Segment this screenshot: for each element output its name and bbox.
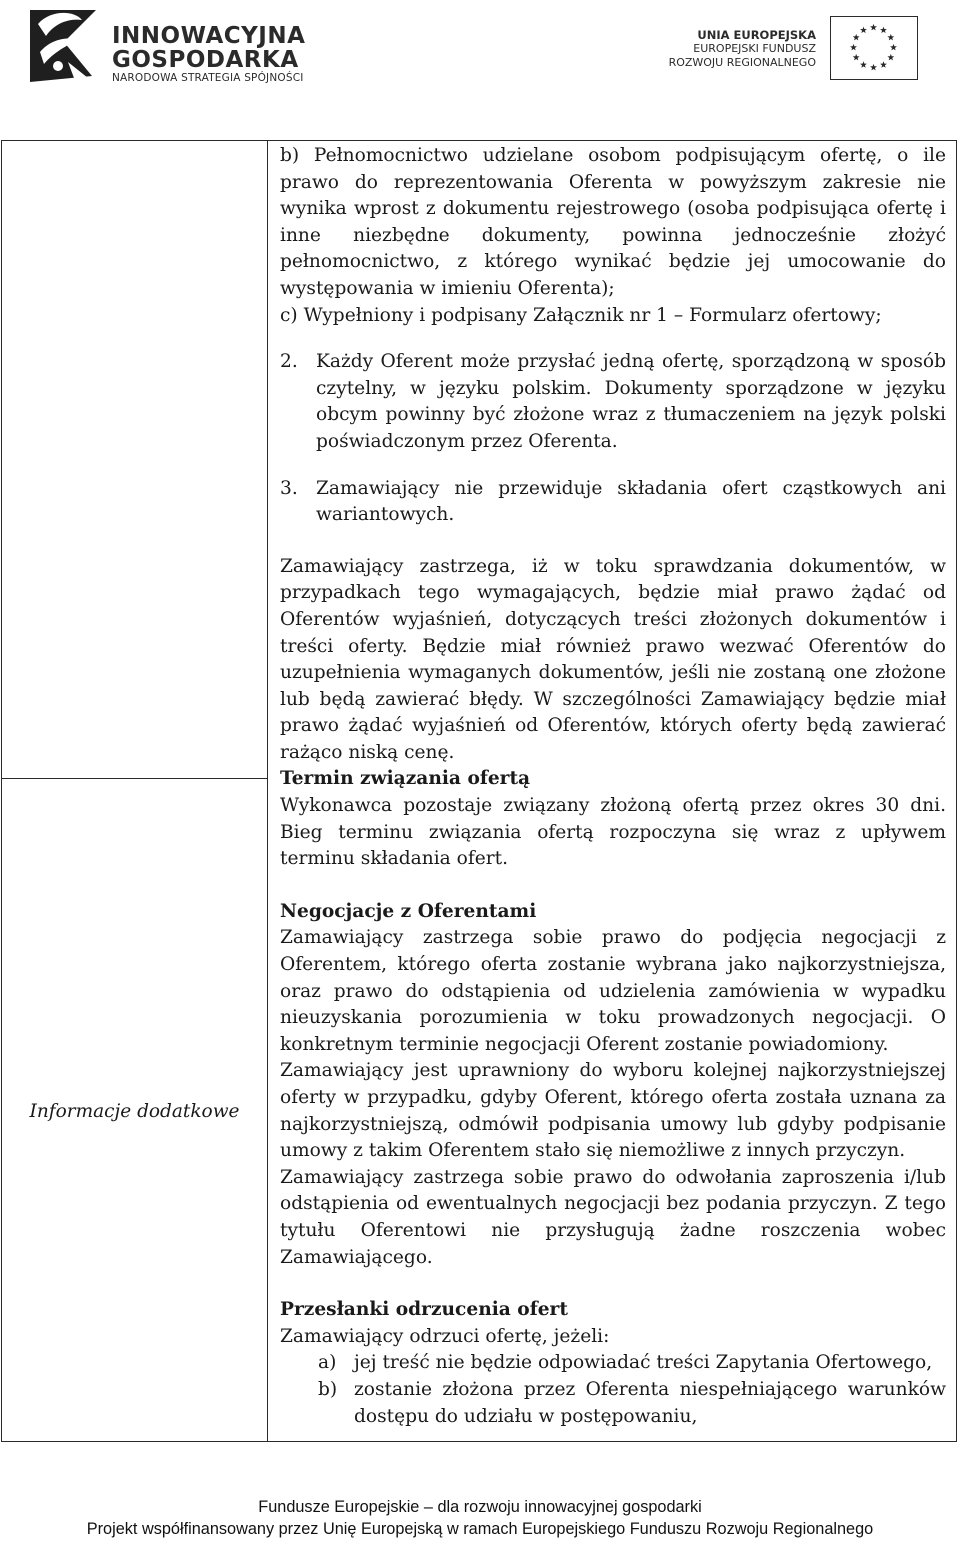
eu-star-icon (870, 64, 877, 71)
paragraph-odrzucenie-intro: Zamawiający odrzuci ofertę, jeżeli: (280, 1325, 610, 1347)
paragraph-c: c) Wypełniony i podpisany Załącznik nr 1 – Formularz ofertowy; (280, 304, 882, 326)
list-item-a-letter: a) (318, 1352, 337, 1374)
eu-star-icon (860, 27, 867, 34)
paragraph-b: b) Pełnomocnictwo udzielane osobom podpisującym ofertę, o ile prawo do reprezentowania Oferenta w powyższym zakresie nie wynika wprost z dokumentu rejestrowego (osoba podpisująca ofertę i inne niezbędne dokumenty, powinna jednocześnie złożyć pełnomocnictwo, z którego wynikać będzie jej umocowanie do występowania w imieniu Oferenta); (280, 145, 946, 299)
list-item-2-text: Każdy Oferent może przysłać jedną ofertę, sporządzoną w sposób czytelny, w języku polskim. Dokumenty sporządzone w języku obcym powinny być złożone wraz z tłumaczeniem na język polski poświadczonym przez Oferenta. (316, 351, 946, 452)
paragraph-negocjacje-3: Zamawiający zastrzega sobie prawo do odwołania zaproszenia i/lub odstąpienia od ewentualnych negocjacji bez podania przyczyn. Z tego tytułu Oferentowi nie przysługują żadne roszczenia wobec Zamawiającego. (280, 1166, 946, 1268)
list-item-a (280, 1350, 946, 1377)
paragraph-reservation: Zamawiający zastrzega, iż w toku sprawdzania dokumentów, w przypadkach tego wymagających, będzie miał prawo żądać od Oferentów wyjaśnień, dotyczących treści złożonych dokumentów i treści oferty. Będzie miał również prawo wezwać Oferentów do uzupełnienia wymaganych dokumentów, jeśli nie zostaną one złożone lub będą zawierać błędy. W szczególności Zamawiający będzie miał prawo żądać wyjaśnień od Oferentów, których oferty będą zawierać rażąco niską cenę. (280, 555, 946, 763)
paragraph-termin: Wykonawca pozostaje związany złożoną ofertą przez okres 30 dni. Bieg terminu związania ofertą rozpoczyna się wraz z upływem terminu składania ofert. (280, 795, 946, 870)
list-item-3-number: 3. (280, 477, 298, 499)
list-item-3 (280, 476, 946, 529)
footer-line2: Projekt współfinansowany przez Unię Europejską w ramach Europejskiego Funduszu Rozwoju Regionalnego (86, 1520, 874, 1538)
eu-star-icon (887, 34, 894, 41)
paragraph-negocjacje-2: Zamawiający jest uprawniony do wyboru kolejnej najkorzystniejszej oferty w przypadku, gdyby Oferent, którego oferta została uznana za najkorzystniejszą, odmówił podpisania umowy lub gdyby podpisanie umowy z takim Oferentem stało się niemożliwe z innych przyczyn. (280, 1060, 946, 1162)
logo-title-line2: GOSPODARKA (112, 47, 299, 73)
eu-logo (666, 16, 926, 82)
table-row-divider (2, 778, 267, 779)
eu-star-icon (850, 44, 857, 51)
eu-logo-line3: ROZWOJU REGIONALNEGO (668, 56, 816, 69)
table-column-divider (267, 141, 268, 1441)
heading-termin-zwiazania: Termin związania ofertą (280, 768, 531, 790)
table-content-cell (280, 143, 946, 1430)
eu-star-icon (853, 54, 860, 61)
eu-star-icon (860, 61, 867, 68)
logo-subtitle: NARODOWA STRATEGIA SPÓJNOŚCI (112, 72, 304, 84)
innowacyjna-gospodarka-emblem-icon (28, 6, 108, 84)
logo-title-line1: INNOWACYJNA (112, 23, 306, 49)
eu-flag-icon (830, 16, 918, 80)
eu-star-icon (880, 27, 887, 34)
eu-star-icon (890, 44, 897, 51)
paragraph-negocjacje-1: Zamawiający zastrzega sobie prawo do podjęcia negocjacji z Oferentem, którego oferta zostanie wybrana jako najkorzystniejsza, oraz prawo do odstąpienia od udzielenia zamówienia w wypadku nieuzyskania porozumienia w toku prowadzonych negocjacji. O konkretnym terminie negocjacji Oferent zostanie powiadomiony. (280, 927, 946, 1055)
list-item-2 (280, 349, 946, 455)
page-footer (0, 1496, 960, 1540)
list-item-2-number: 2. (280, 351, 298, 373)
list-item-b-text: zostanie złożona przez Oferenta niespełniającego warunków dostępu do udziału w postępowaniu, (354, 1378, 946, 1427)
eu-star-icon (853, 34, 860, 41)
list-item-b (280, 1377, 946, 1430)
row-label-informacje-dodatkowe: Informacje dodatkowe (29, 1101, 240, 1122)
heading-negocjacje: Negocjacje z Oferentami (280, 900, 537, 922)
footer-line1: Fundusze Europejskie – dla rozwoju innowacyjnej gospodarki (258, 1498, 702, 1516)
eu-logo-line1: UNIA EUROPEJSKA (697, 28, 816, 42)
list-item-b-letter: b) (318, 1378, 338, 1400)
logo-title (112, 24, 305, 72)
eu-logo-line2: EUROPEJSKI FUNDUSZ (693, 42, 816, 55)
list-item-a-text: jej treść nie będzie odpowiadać treści Zapytania Ofertowego, (354, 1352, 933, 1374)
eu-star-icon (870, 24, 877, 31)
eu-logo-text (666, 28, 816, 70)
eu-star-icon (887, 54, 894, 61)
innowacyjna-gospodarka-logo (28, 6, 328, 84)
heading-przeslanki-odrzucenia: Przesłanki odrzucenia ofert (280, 1299, 568, 1321)
list-item-3-text: Zamawiający nie przewiduje składania ofert cząstkowych ani wariantowych. (316, 477, 946, 526)
eu-star-icon (880, 61, 887, 68)
